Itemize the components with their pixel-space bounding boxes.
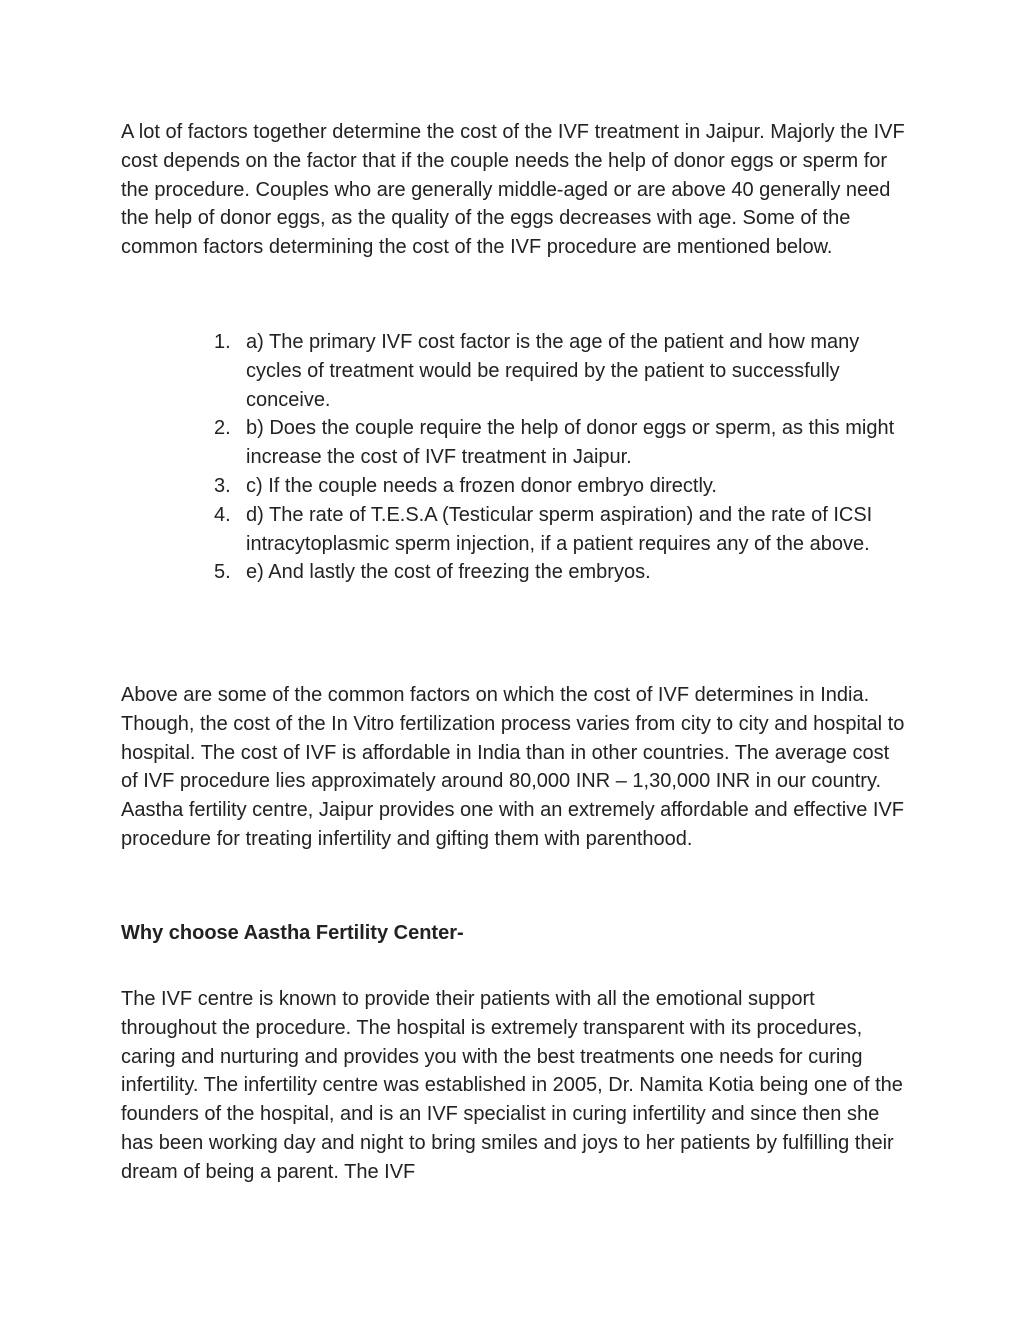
- list-item-text: c) If the couple needs a frozen donor embryo directly.: [246, 474, 717, 497]
- list-item-number: 4.: [214, 503, 231, 526]
- list-item-number: 3.: [214, 474, 231, 497]
- section-heading: Why choose Aastha Fertility Center-: [121, 922, 464, 944]
- list-item-number: 2.: [214, 417, 231, 440]
- intro-paragraph: A lot of factors together determine the cost of the IVF treatment in Jaipur. Majorly the IVF cost depends on the factor that if the couple needs the help of donor eggs or sperm for the procedure. Couples who are generally middle-aged or are above 40 generally need the help of donor eggs, as the quality of the eggs decreases with age. Some of the common factors determining the cost of the IVF procedure are mentioned below.: [121, 121, 905, 259]
- list-item-number: 1.: [214, 331, 231, 353]
- list-item: [214, 472, 914, 501]
- centre-description-paragraph: The IVF centre is known to provide their patients with all the emotional support throughout the procedure. The hospital is extremely transparent with its procedures, caring and nurturing and provides you with the best treatments one needs for curing infertility. The infertility centre was established in 2005, Dr. Namita Kotia being one of the founders of the hospital, and is an IVF specialist in curing infertility and since then she has been working day and night to bring smiles and joys to her patients by fulfilling their dream of being a parent. The IVF: [121, 988, 903, 1183]
- list-item-text: d) The rate of T.E.S.A (Testicular sperm aspiration) and the rate of ICSI intracytoplasmic sperm injection, if a patient requires any of the above.: [246, 503, 873, 555]
- list-item: [214, 414, 914, 472]
- list-item-text: a) The primary IVF cost factor is the age of the patient and how many cycles of treatment would be required by the patient to successfully conceive.: [246, 331, 860, 411]
- cost-factor-list: [214, 328, 914, 587]
- list-item: [214, 501, 914, 559]
- cost-summary-paragraph: Above are some of the common factors on which the cost of IVF determines in India. Though, the cost of the In Vitro fertilization process varies from city to city and hospital to hospital. The cost of IVF is affordable in India than in other countries. The average cost of IVF procedure lies approximately around 80,000 INR – 1,30,000 INR in our country. Aastha fertility centre, Jaipur provides one with an extremely affordable and effective IVF procedure for treating infertility and gifting them with parenthood.: [121, 684, 905, 850]
- list-item-number: 5.: [214, 561, 231, 584]
- list-item-text: e) And lastly the cost of freezing the embryos.: [246, 561, 651, 584]
- list-item: [214, 328, 914, 414]
- list-item: [214, 558, 914, 587]
- list-item-text: b) Does the couple require the help of donor eggs or sperm, as this might increase the cost of IVF treatment in Jaipur.: [246, 417, 895, 469]
